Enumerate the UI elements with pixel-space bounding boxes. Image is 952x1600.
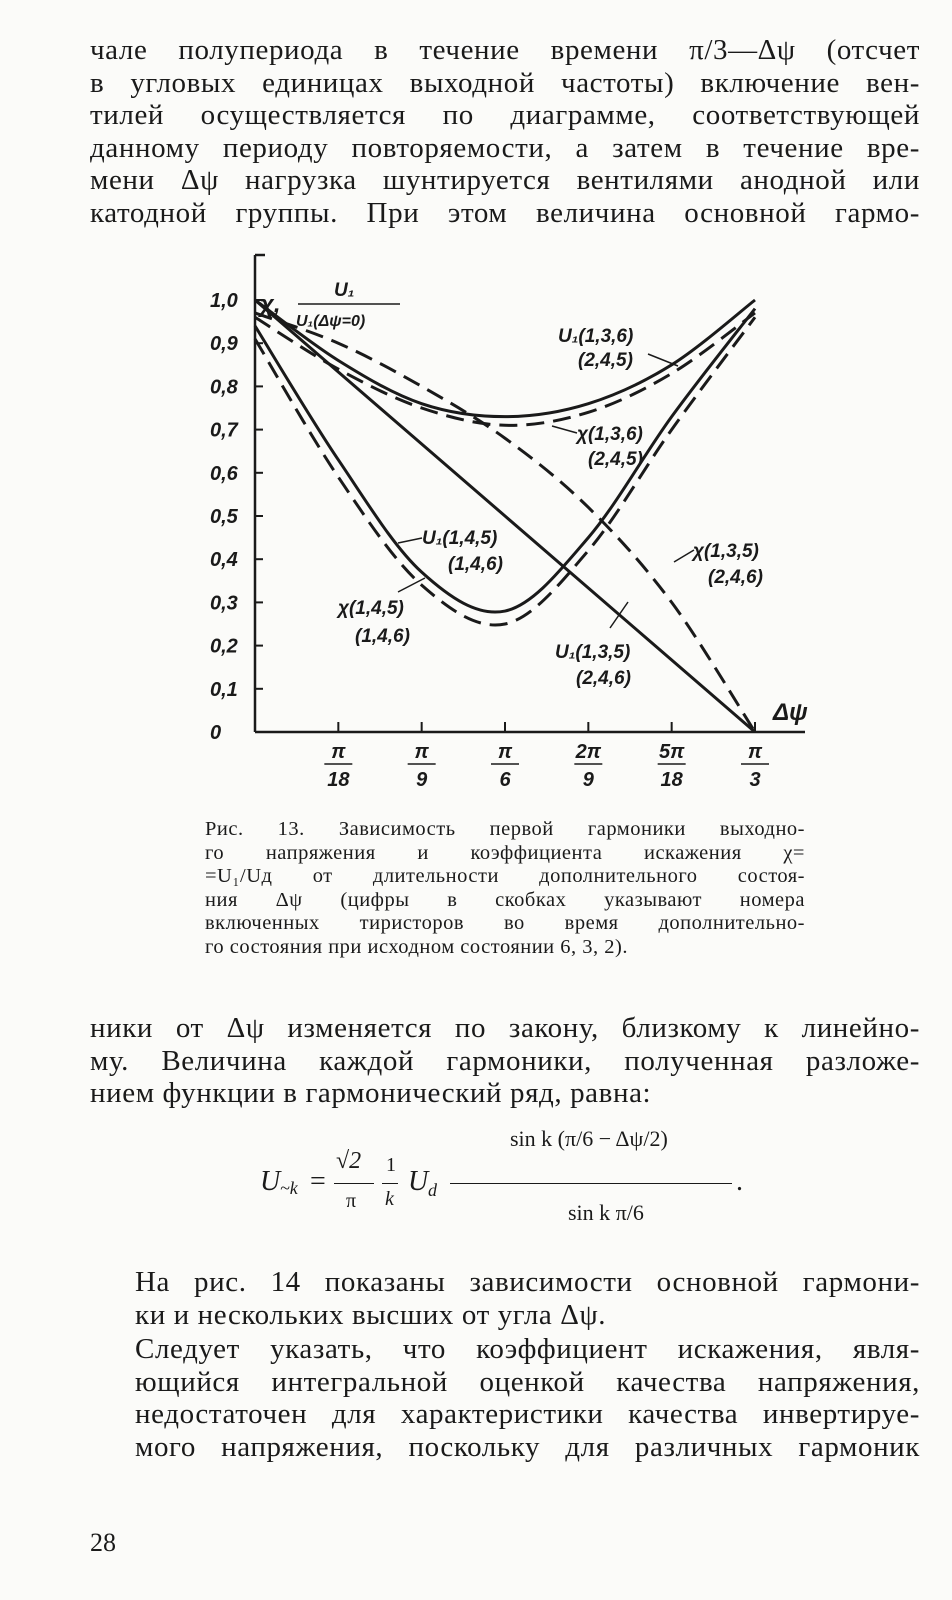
label-chi-136: χ(1,3,6) xyxy=(577,424,643,445)
caption-line: ния Δψ (цифры в скобках указывают номера xyxy=(205,888,805,911)
formula-lhs: U xyxy=(260,1166,281,1197)
y-axis-title-chi: χ, xyxy=(260,291,281,318)
leader-u1-135 xyxy=(610,602,628,628)
text-line: На рис. 14 показаны зависимости основной гармони- xyxy=(135,1266,920,1298)
y-tick-label: 0,3 xyxy=(210,592,238,615)
label-u1-136: U₁(1,3,6) xyxy=(558,326,634,347)
label-chi-145: χ(1,4,5) xyxy=(338,598,404,619)
caption-line: =U₁/Uд от длительности дополнительного состоя- xyxy=(205,865,805,887)
y-tick-label: 0,4 xyxy=(210,549,238,572)
y-tick-label: 0,8 xyxy=(210,376,238,399)
label-chi-246: (2,4,6) xyxy=(708,567,763,588)
formula-pi: π xyxy=(346,1190,357,1212)
formula-numerator: sin k (π/6 − Δψ/2) xyxy=(510,1126,668,1151)
x-tick-denominator: 6 xyxy=(499,769,511,791)
paragraph-bottom-2 xyxy=(90,1333,920,1463)
x-tick-numerator: 2π xyxy=(575,741,602,763)
text-line: в угловых единицах выходной частоты) включение вен- xyxy=(90,66,920,99)
x-tick-denominator: 18 xyxy=(660,769,683,791)
paragraph-bottom-1 xyxy=(90,1266,920,1331)
text-line: мени Δψ нагрузка шунтируется вентилями анодной или xyxy=(90,164,920,196)
y-tick-label: 0,6 xyxy=(210,462,238,485)
x-tick-numerator: π xyxy=(414,741,429,763)
text-line: мого напряжения, поскольку для различных гармоник xyxy=(135,1430,920,1463)
formula-one: 1 xyxy=(386,1154,396,1176)
label-u1-135: U₁(1,3,5) xyxy=(555,642,631,663)
figure-13-chart xyxy=(200,250,820,800)
x-tick-numerator: π xyxy=(497,741,513,763)
fraction-bar xyxy=(382,1183,398,1184)
fraction-bar xyxy=(334,1183,374,1184)
label-u1-145: U₁(1,4,5) xyxy=(422,528,498,549)
x-tick-denominator: 9 xyxy=(582,769,594,791)
y-tick-label: 0,9 xyxy=(210,333,238,356)
text-line: ники от Δψ изменяется по закону, близкому к линейно- xyxy=(90,1012,920,1044)
formula-k: k xyxy=(385,1188,394,1210)
text-line: данному периоду повторяемости, а затем в течение вре- xyxy=(90,131,920,164)
text-line: чале полупериода в течение времени π/3—Δψ (отсчет xyxy=(90,34,920,66)
formula-period: . xyxy=(736,1166,743,1197)
leader-chi-136 xyxy=(552,426,577,433)
y-tick-label: 0,7 xyxy=(210,419,238,442)
y-axis-title-numerator: U₁ xyxy=(334,280,355,301)
x-tick-denominator: 3 xyxy=(749,769,761,791)
paragraph-top xyxy=(90,34,920,229)
leader-u1-145 xyxy=(398,538,422,543)
x-tick-numerator: 5π xyxy=(658,741,685,763)
caption-line: включенных тиристоров во время дополнительно- xyxy=(205,912,805,934)
label-u1-146: (1,4,6) xyxy=(448,554,503,575)
text-line: му. Величина каждой гармоники, полученная разложе- xyxy=(90,1044,920,1077)
formula-ud-subscript: d xyxy=(428,1180,437,1200)
fraction-bar xyxy=(450,1183,732,1184)
label-u1-245: (2,4,5) xyxy=(578,350,633,371)
text-line: ющийся интегральной оценкой качества напряжения, xyxy=(135,1365,920,1398)
text-line: тилей осуществляется по диаграмме, соответствующей xyxy=(90,99,920,131)
x-tick-denominator: 9 xyxy=(416,769,428,791)
caption-line: го напряжения и коэффициента искажения χ= xyxy=(205,841,805,864)
label-chi-245: (2,4,5) xyxy=(588,449,643,470)
label-chi-135: χ(1,3,5) xyxy=(693,541,759,562)
x-tick-numerator: π xyxy=(747,741,763,763)
y-tick-label: 0 xyxy=(210,722,222,744)
text-line: ки и нескольких высших от угла Δψ. xyxy=(135,1298,607,1331)
paragraph-middle xyxy=(90,1012,920,1110)
text-line: нием функции в гармонический ряд, равна: xyxy=(90,1077,652,1109)
formula-ud: U xyxy=(408,1166,429,1197)
formula-sqrt2: √2 xyxy=(336,1148,362,1174)
leader-u1-136 xyxy=(648,354,678,366)
formula-equals: = xyxy=(310,1166,326,1197)
formula-denominator: sin k π/6 xyxy=(568,1200,644,1225)
page-number: 28 xyxy=(90,1528,116,1557)
text-line: Следует указать, что коэффициент искажения, явля- xyxy=(135,1333,920,1365)
figure-caption xyxy=(205,818,805,959)
caption-line: го состояния при исходном состоянии 6, 3, 2). xyxy=(205,935,628,958)
x-axis-title: Δψ xyxy=(773,699,808,726)
y-axis-title-denominator: U₁(Δψ=0) xyxy=(296,313,366,330)
series-line-5 xyxy=(255,300,755,732)
y-tick-label: 1,0 xyxy=(210,290,238,312)
x-tick-numerator: π xyxy=(331,741,346,763)
formula-lhs-subscript: ~k xyxy=(280,1178,298,1198)
y-tick-label: 0,2 xyxy=(210,635,238,658)
x-tick-denominator: 18 xyxy=(327,769,350,791)
y-tick-label: 0,1 xyxy=(210,678,238,701)
text-line: недостаточен для характеристики качества инвертируе- xyxy=(135,1398,920,1430)
text-line: катодной группы. При этом величина основной гармо- xyxy=(90,196,920,229)
harmonic-formula xyxy=(250,1118,770,1248)
leader-chi-135 xyxy=(674,550,694,562)
y-tick-label: 0,5 xyxy=(210,506,238,528)
label-chi-146: (1,4,6) xyxy=(355,626,410,647)
label-u1-246: (2,4,6) xyxy=(576,668,631,689)
caption-line: Рис. 13. Зависимость первой гармоники выходно- xyxy=(205,818,805,840)
